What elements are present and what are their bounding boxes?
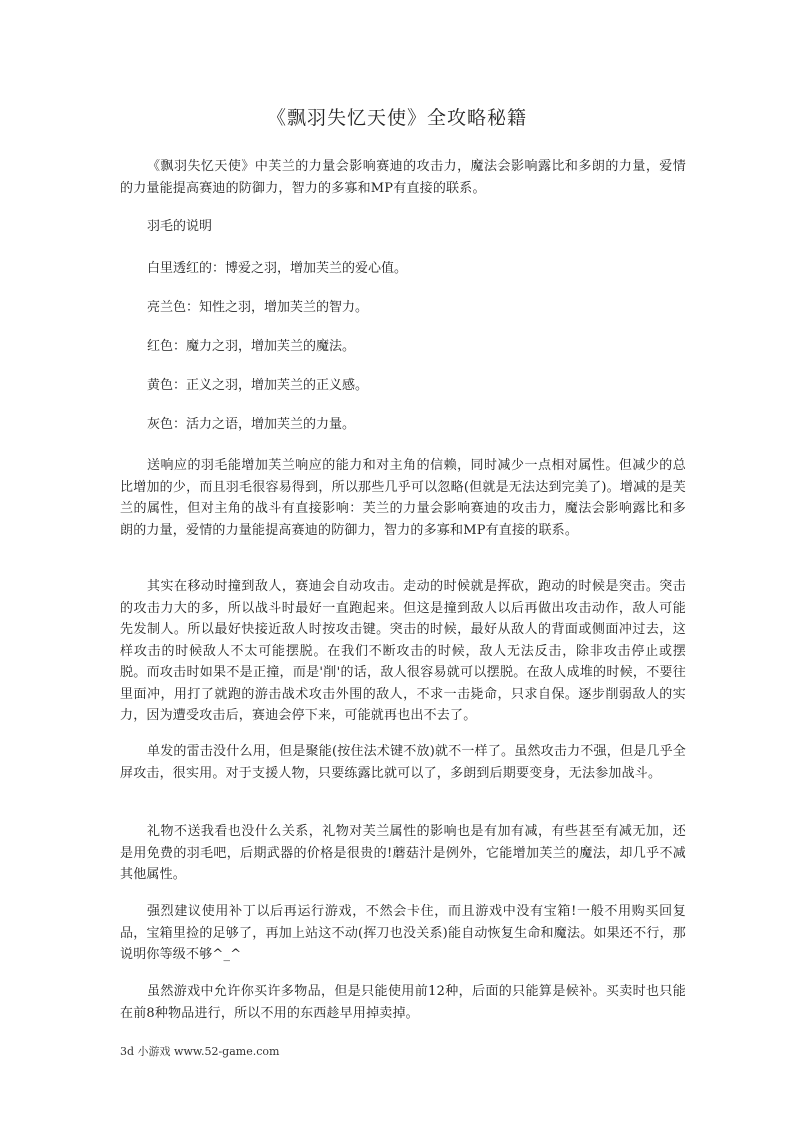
feather-item-gray: 灰色：活力之语，增加芙兰的力量。 bbox=[147, 417, 356, 432]
feather-item-yellow: 黄色：正义之羽，增加芙兰的正义感。 bbox=[147, 378, 369, 393]
paragraph-items: 虽然游戏中允许你买许多物品，但是只能使用前12种，后面的只能算是候补。买卖时也只能在前8种物品进行，所以不用的东西趁早用掉卖掉。 bbox=[120, 984, 686, 1021]
paragraph-feather-effects: 送响应的羽毛能增加芙兰响应的能力和对主角的信赖，同时减少一点相对属性。但减少的总比增加的少，而且羽毛很容易得到，所以那些几乎可以忽略(但就是无法达到完美了)。增减的是芙兰的属性，但对主角的战斗有直接影响：芙兰的力量会影响赛迪的攻击力，魔法会影响露比和多朗的力量，爱情的力量能提高赛迪的防御力，智力的多寡和MP有直接的联系。 bbox=[120, 458, 686, 538]
feather-item-light-blue: 亮兰色：知性之羽，增加芙兰的智力。 bbox=[147, 300, 369, 315]
paragraph-combat-tips: 其实在移动时撞到敌人，赛迪会自动攻击。走动的时候就是挥砍，跑动的时候是突击。突击的攻击力大的多，所以战斗时最好一直跑起来。但这是撞到敌人以后再做出攻击动作，敌人可能先发制人。所以最好快接近敌人时按攻击键。突击的时候，最好从敌人的背面或侧面冲过去，这样攻击的时候敌人不太可能摆脱。在我们不断攻击的时候，敌人无法反击，除非攻击停止或摆脱。而攻击时如果不是正撞，而是'削'的话，敌人很容易就可以摆脱。在敌人成堆的时候，不要往里面冲，用打了就跑的游击战术攻击外围的敌人，不求一击毙命，只求自保。逐步削弱敌人的实力，因为遭受攻击后，赛迪会停下来，可能就再也出不去了。 bbox=[120, 579, 686, 723]
paragraph-patch-advice: 强烈建议使用补丁以后再运行游戏，不然会卡住，而且游戏中没有宝箱!一般不用购买回复品，宝箱里捡的足够了，再加上站这不动(挥刀也没关系)能自动恢复生命和魔法。如果还不行，那说明你等级不够^_^ bbox=[120, 904, 686, 962]
paragraph-gifts: 礼物不送我看也没什么关系，礼物对芙兰属性的影响也是有加有减，有些甚至有减无加，还是用免费的羽毛吧，后期武器的价格是很贵的!蘑菇汁是例外，它能增加芙兰的魔法，却几乎不减其他属性。 bbox=[120, 824, 686, 882]
paragraph-lightning-magic: 单发的雷击没什么用，但是聚能(按住法术键不放)就不一样了。虽然攻击力不强，但是几乎全屏攻击，很实用。对于支援人物，只要练露比就可以了，多朗到后期要变身，无法参加战斗。 bbox=[120, 744, 686, 781]
document-title: 《飘羽失忆天使》全攻略秘籍 bbox=[266, 107, 527, 129]
feather-item-white-red: 白里透红的：博爱之羽，增加芙兰的爱心值。 bbox=[147, 261, 408, 276]
intro-paragraph: 《飘羽失忆天使》中芙兰的力量会影响赛迪的攻击力，魔法会影响露比和多朗的力量，爱情的力量能提高赛迪的防御力，智力的多寡和MP有直接的联系。 bbox=[120, 159, 686, 196]
feather-heading: 羽毛的说明 bbox=[147, 219, 213, 234]
page-footer: 3d 小游戏 www.52-game.com bbox=[120, 1045, 280, 1058]
feather-item-red: 红色：魔力之羽，增加芙兰的魔法。 bbox=[147, 339, 356, 354]
